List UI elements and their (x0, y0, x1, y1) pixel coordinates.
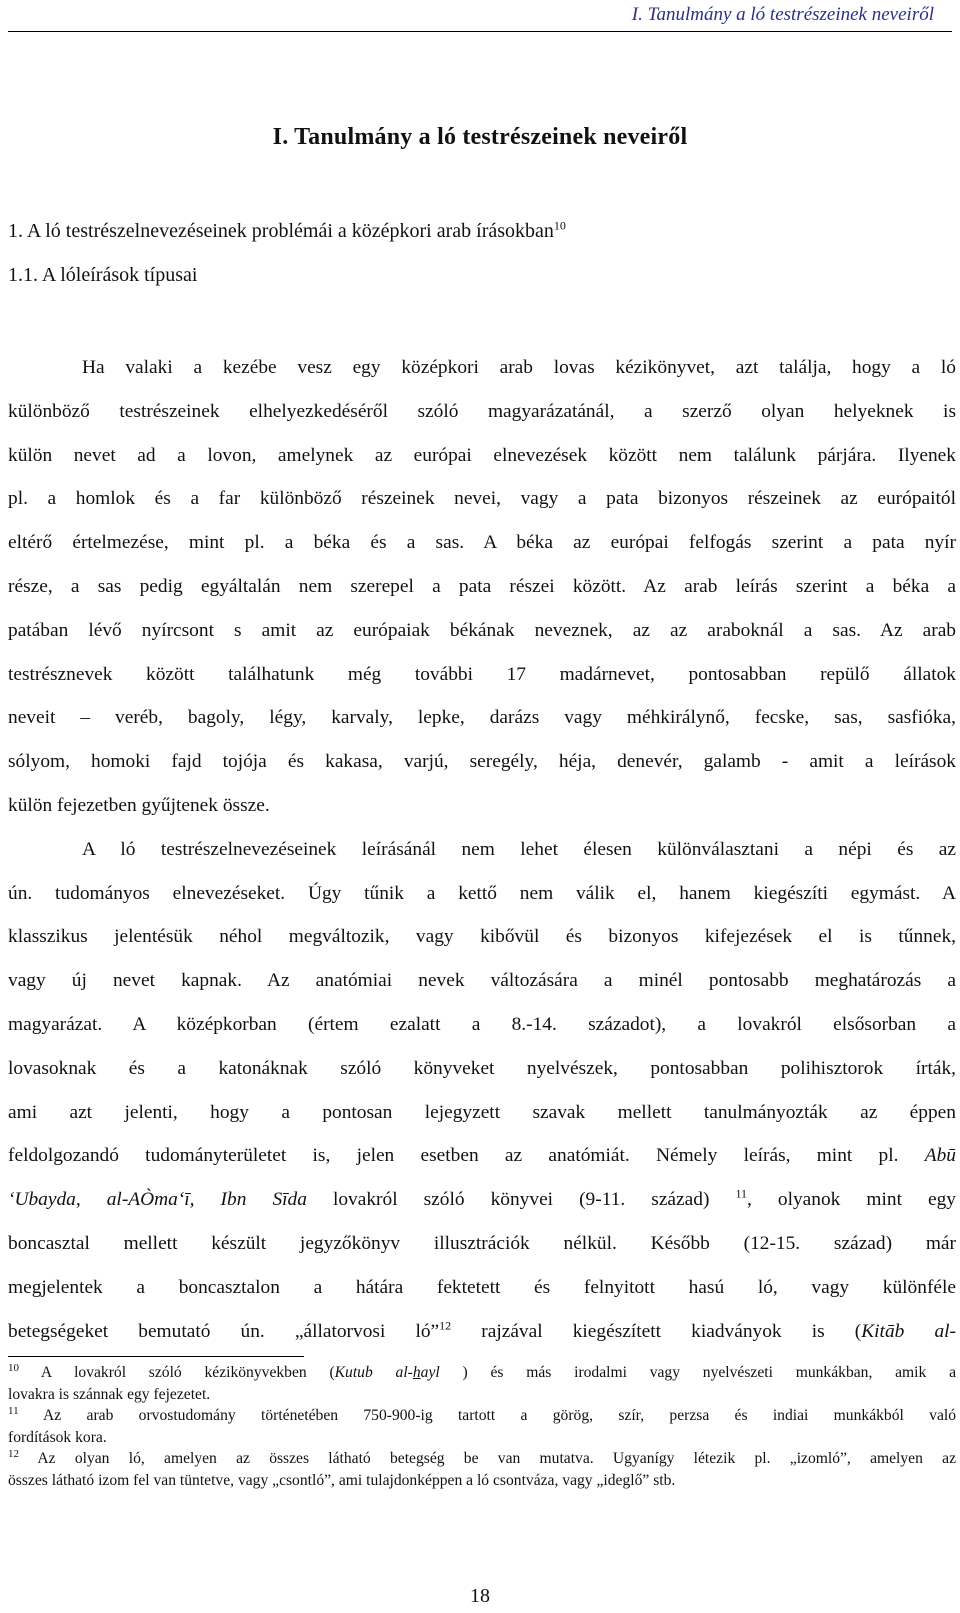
header-rule (8, 31, 952, 32)
page-number: 18 (470, 1585, 490, 1607)
body-line-text: rajzával kiegészített kiadványok is ( (451, 1320, 862, 1342)
body-line: testrésznevek között találhatunk még további 17 madárnevet, pontosabban repülő állatok (8, 663, 956, 685)
body-line: patában lévő nyírcsont s amit az európaiak békának neveznek, az az araboknál a sas. Az arab (8, 619, 956, 641)
footnote-number: 10 (8, 1362, 19, 1374)
footnote-italic (335, 1364, 440, 1381)
footnote-11 (8, 1405, 956, 1427)
body-line: ún. tudományos elnevezéseket. Úgy tűnik a kettő nem válik el, hanem kiegészíti egymást. A (8, 882, 956, 904)
body-line: pl. a homlok és a far különböző részeinek nevei, vagy a pata bizonyos részeinek az európaitól (8, 488, 956, 510)
footnote-ref-11: 11 (735, 1186, 747, 1201)
body-line: klasszikus jelentésük néhol megváltozik, vagy kibővül és bizonyos kifejezések el is tűnnek, (8, 926, 956, 948)
footnote-12 (8, 1448, 956, 1470)
footnote-10 (8, 1362, 956, 1384)
footnote-separator (8, 1356, 304, 1357)
footnote-text: ) és más irodalmi vagy nyelvészeti munkákban, amik a (439, 1364, 956, 1381)
body-line: magyarázat. A középkorban (értem ezalatt a 8.-14. századot), a lovakról elsősorban a (8, 1013, 956, 1035)
author-names-italic: ‘Ubayda, al-AÒma‘ī, Ibn Sīda (8, 1189, 307, 1211)
body-line: boncasztal mellett készült jegyzőkönyv illusztrációk nélkül. Később (12-15. század) már (8, 1232, 956, 1254)
body-line: különböző testrészeinek elhelyezkedéséről szóló magyarázatánál, a szerző olyan helyeknek is (8, 400, 956, 422)
author-name-italic: Abū (924, 1145, 956, 1167)
body-line-text: betegségeket bemutató ún. „állatorvosi ló” (8, 1320, 440, 1342)
body-line: neveit – veréb, bagoly, légy, karvaly, lepke, darázs vagy méhkirálynő, fecske, sas, sasfióka, (8, 707, 956, 729)
body-line: sólyom, homoki fajd tojója és kakasa, varjú, seregély, héja, denevér, galamb - amit a leírások (8, 751, 956, 773)
footnote-12-line2: összes látható izom fel van tüntetve, vagy „csontló”, ami tulajdonképpen a ló csontváza, vagy „ideglő” stb. (8, 1471, 676, 1489)
body-line: megjelentek a boncasztalon a hátára fektetett és felnyitott hasú ló, vagy különféle (8, 1276, 956, 1298)
body-line (8, 1310, 956, 1354)
footnote-ref-12: 12 (439, 1318, 452, 1333)
footnote-number: 12 (8, 1448, 19, 1460)
footnote-underlined-letter: h (412, 1364, 421, 1381)
chapter-title: I. Tanulmány a ló testrészeinek neveiről (272, 124, 688, 150)
body-line: külön nevet ad a lovon, amelynek az európai elnevezések között nem találunk párjára. Ilyenek (8, 444, 956, 466)
footnote-text: Az arab orvostudomány történetében 750-900-ig tartott a görög, szír, perzsa és indiai munkákból való (18, 1407, 956, 1424)
footnote-italic-part: ayl (420, 1364, 440, 1381)
body-line: külön fejezetben gyűjtenek össze. (8, 794, 270, 816)
body-line-text: feldolgozandó tudományterületet is, jelen esetben az anatómiát. Némely leírás, mint pl. (8, 1145, 899, 1167)
body-line: A ló testrészelnevezéseinek leírásánál nem lehet élesen különválasztani a népi és az (82, 838, 956, 860)
section-heading-text: 1. A ló testrészelnevezéseinek problémái a középkori arab írásokban (8, 220, 554, 242)
body-line: vagy új nevet kapnak. Az anatómiai nevek változására a minél pontosabb meghatározás a (8, 970, 956, 992)
footnotes (8, 1362, 956, 1491)
footnote-number: 11 (8, 1405, 19, 1417)
body-text (8, 346, 956, 1353)
footnote-text: Az olyan ló, amelyen az összes látható betegség be van mutatva. Ugyanígy létezik pl. „izomló”, amelyen az (19, 1450, 956, 1467)
footnote-ref-10: 10 (553, 218, 566, 233)
section-heading (8, 220, 566, 243)
running-header: I. Tanulmány a ló testrészeinek neveiről (631, 4, 934, 25)
body-line (8, 1178, 956, 1222)
subsection-heading: 1.1. A lóleírások típusai (8, 264, 198, 286)
body-line-text: lovakról szóló könyvei (9-11. század) (306, 1189, 736, 1211)
footnote-10-line2: lovakra is szánnak egy fejezetet. (8, 1385, 211, 1403)
body-line: lovasoknak és a katonáknak szóló könyveket nyelvészek, pontosabban polihisztorok írták, (8, 1057, 956, 1079)
body-line (8, 1134, 956, 1178)
body-line: ami azt jelenti, hogy a pontosan lejegyzett szavak mellett tanulmányozták az éppen (8, 1101, 956, 1123)
body-line: része, a sas pedig egyáltalán nem szerepel a pata részei között. Az arab leírás szerint a béka a (8, 575, 956, 597)
body-line-text: , olyanok mint egy (747, 1189, 956, 1211)
book-title-italic: Kitāb al- (861, 1320, 956, 1342)
body-line: Ha valaki a kezébe vesz egy középkori arab lovas kézikönyvet, azt találja, hogy a ló (82, 357, 956, 378)
footnote-11-line2: fordítások kora. (8, 1428, 107, 1446)
footnote-text: A lovakról szóló kézikönyvekben ( (19, 1364, 335, 1381)
footnote-italic-part: Kutub al- (334, 1364, 413, 1381)
body-line: eltérő értelmezése, mint pl. a béka és a sas. A béka az európai felfogás szerint a pata nyír (8, 532, 956, 554)
